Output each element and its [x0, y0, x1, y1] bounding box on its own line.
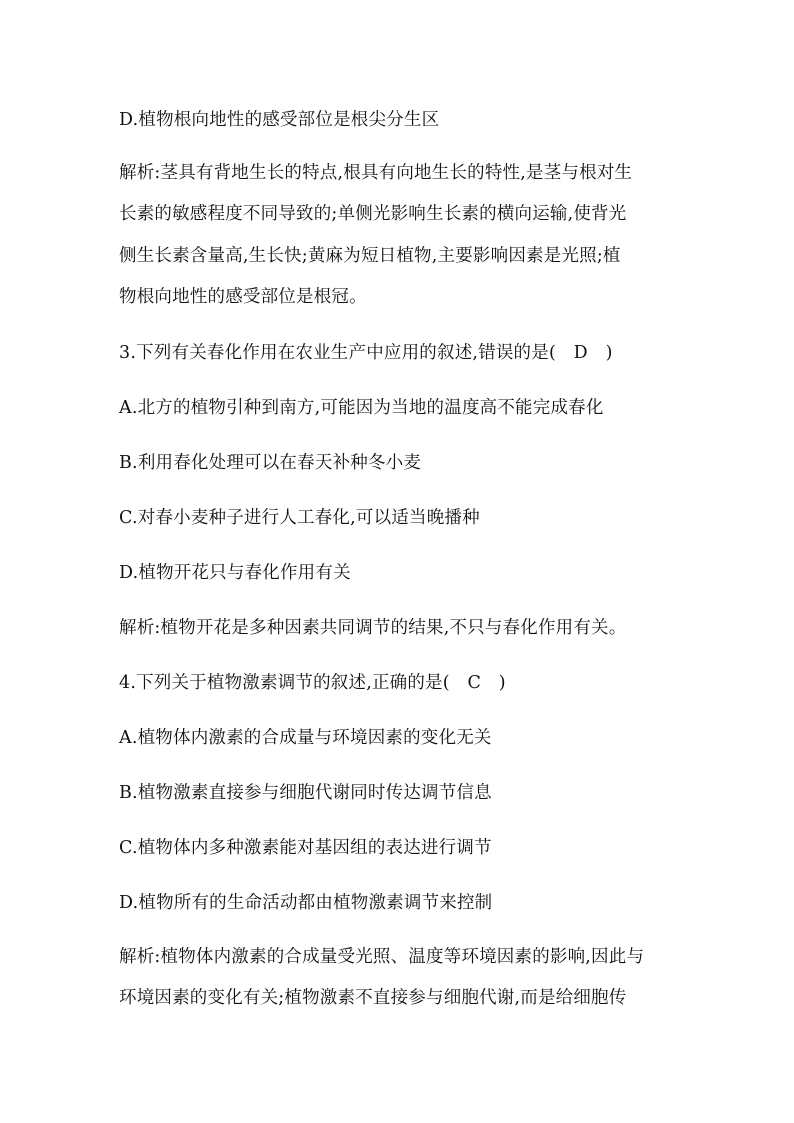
q2-option-d: D.植物根向地性的感受部位是根尖分生区 — [119, 110, 440, 130]
q2-analysis-line-2: 长素的敏感程度不同导致的;单侧光影响生长素的横向运输,使背光 — [119, 204, 627, 224]
q4-analysis-line-1: 解析:植物体内激素的合成量受光照、温度等环境因素的影响,因此与 — [119, 947, 645, 967]
q2-analysis-line-3: 侧生长素含量高,生长快;黄麻为短日植物,主要影响因素是光照;植 — [119, 246, 621, 266]
q3-analysis: 解析:植物开花是多种因素共同调节的结果,不只与春化作用有关。 — [119, 618, 627, 638]
q3-option-d: D.植物开花只与春化作用有关 — [119, 563, 351, 583]
q4-option-c: C.植物体内多种激素能对基因组的表达进行调节 — [119, 838, 492, 858]
q4-option-d: D.植物所有的生命活动都由植物激素调节来控制 — [119, 893, 493, 913]
q4-option-b: B.植物激素直接参与细胞代谢同时传达调节信息 — [119, 783, 492, 803]
q4-analysis-line-2: 环境因素的变化有关;植物激素不直接参与细胞代谢,而是给细胞传 — [119, 988, 627, 1008]
q3-stem: 3.下列有关春化作用在农业生产中应用的叙述,错误的是( D ) — [119, 343, 613, 363]
q3-option-c: C.对春小麦种子进行人工春化,可以适当晚播种 — [119, 508, 480, 528]
q3-option-a: A.北方的植物引种到南方,可能因为当地的温度高不能完成春化 — [119, 398, 604, 418]
q2-analysis-line-1: 解析:茎具有背地生长的特点,根具有向地生长的特性,是茎与根对生 — [119, 163, 633, 183]
q2-analysis-line-4: 物根向地性的感受部位是根冠。 — [119, 287, 367, 307]
q4-option-a: A.植物体内激素的合成量与环境因素的变化无关 — [119, 728, 492, 748]
q3-option-b: B.利用春化处理可以在春天补种冬小麦 — [119, 453, 422, 473]
q4-stem: 4.下列关于植物激素调节的叙述,正确的是( C ) — [119, 673, 506, 693]
